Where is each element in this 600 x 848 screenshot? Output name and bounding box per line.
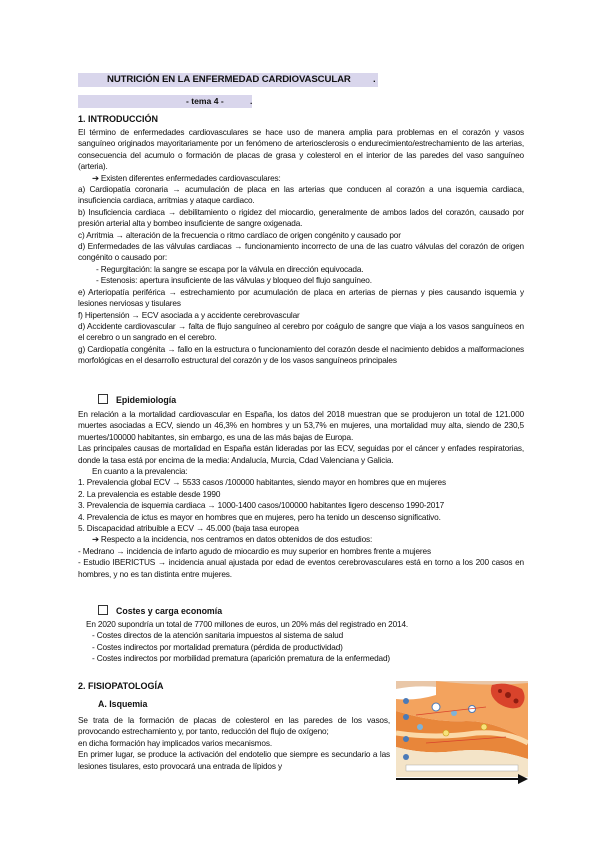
studies-lead: ➔ Respecto a la incidencia, nos centramos en datos obtenidos de dos estudios: — [92, 535, 373, 545]
page-title: NUTRICIÓN EN LA ENFERMEDAD CARDIOVASCULAR — [107, 74, 351, 85]
study-iberictus: - Estudio IBERICTUS → incidencia anual ajustada por edad de eventos cerebrovasculares está en torno a los 200 casos en hombres, y no es tan distinta entre mujeres. — [78, 558, 524, 579]
epi-paragraph-1: En relación a la mortalidad cardiovascular en España, los datos del 2018 muestran que se produjeron un total de 121.000 muertes asociadas a ECV, siendo un 46,3% en hombres y un 53,7% en mujeres, una mortalidad muy alta, siendo de 230,5 muertes/100000 habitantes, sin embargo, es una de las más bajas de Europa. — [78, 410, 524, 442]
costes-section — [86, 619, 532, 665]
costes-title: Costes y carga economía — [116, 606, 223, 616]
type-d: d) Enfermedades de las válvulas cardiacas → funcionamiento incorrecto de una de las cuatro válvulas del corazón de origen congénito o causado por: — [78, 242, 524, 263]
type-d-1: - Regurgitación: la sangre se escapa por la válvula en dirección equivocada. — [96, 264, 364, 274]
prevalence-2: 2. La prevalencia es estable desde 1990 — [78, 489, 221, 499]
study-medrano: - Medrano → incidencia de infarto agudo de miocardio es muy superior en hombres frente a mujeres — [78, 546, 431, 556]
prevalence-5: 5. Discapacidad atribuible a ECV → 45.000 (baja tasa europea — [78, 524, 299, 534]
type-f: f) Hipertensión → ECV asociada a y accidente cerebrovascular — [78, 310, 300, 320]
isquemia-text — [78, 715, 390, 772]
type-b: b) Insuficiencia cardiaca → debilitamiento o rigidez del miocardio, generalmente de ambos lados del corazón, causado por presión arterial alta y bombeo insuficiente de sangre oxigenada. — [78, 207, 524, 229]
subtitle-dot: . — [250, 96, 253, 106]
subtitle-highlight — [78, 95, 252, 108]
costes-heading — [98, 605, 222, 616]
types-lead: ➔ Existen diferentes enfermedades cardiovasculares: — [92, 173, 281, 183]
checkbox-icon — [98, 605, 108, 615]
intro-paragraph: El término de enfermedades cardiovasculares se hace uso de manera amplia para problemas en el corazón y vasos sanguíneo originados mayoritariamente por un fenómeno de arteriosclerosis o endurecimiento/estrechamiento de las arterias, consecuencia del acumulo o formación de placas de grasa y colesterol en el interior de las paredes del vaso sanguíneo (arteria). — [78, 128, 524, 172]
type-dd: d) Accidente cardiovascular → falta de flujo sanguíneo al cerebro por coágulo de sangre que viaja a los vasos sanguíneos en el cerebro o un sangrado en el cerebro. — [78, 321, 524, 343]
type-e: e) Arteriopatía periférica → estrechamiento por acumulación de placa en arterias de piernas y pies causando isquemia y lesiones nerviosas y tisulares — [78, 287, 524, 309]
epi-paragraph-2: Las principales causas de mortalidad en España están lideradas por las ECV, seguidas por el cáncer y enfades respiratorias, donde la tasa está por encima de la media: Andalucía, Murcia, Cdad Valenciana y Galicia. — [78, 444, 524, 465]
coste-1: - Costes directos de la atención sanitaria impuestos al sistema de salud — [92, 631, 344, 641]
type-c: c) Arritmia → alteración de la frecuencia o ritmo cardíaco de origen congénito y causado por — [78, 230, 401, 240]
atherosclerosis-illustration — [396, 681, 528, 789]
prevalence-3: 3. Prevalencia de isquemia cardiaca → 1000-1400 casos/100000 habitantes ligero descenso 1990-2017 — [78, 501, 445, 511]
page-subtitle: - tema 4 - — [186, 96, 224, 106]
isquemia-paragraph-3: En primer lugar, se produce la activación del endotelio que siempre es secundario a las lesiones tisulares, esto provocará una entrada de lípidos y — [78, 750, 390, 771]
intro-section — [78, 127, 524, 367]
title-dot: . — [373, 74, 376, 85]
type-d-2: - Estenosis: apertura insuficiente de las válvulas y bloqueo del flujo sanguíneo. — [96, 276, 372, 286]
epidemiologia-title: Epidemiología — [116, 395, 177, 405]
type-a: a) Cardiopatía coronaria → acumulación de placa en las arterias que conducen al corazón a una isquemia cardiaca, insuficiencia cardiaca, arritmias y ataque cardiaco. — [78, 185, 524, 206]
isquemia-paragraph-1: Se trata de la formación de placas de colesterol en las paredes de los vasos, provocando estrechamiento y, por tanto, reducción del flujo de oxígeno; — [78, 716, 390, 737]
costes-intro: En 2020 supondría un total de 7700 millones de euros, un 20% más del registrado en 2014. — [86, 620, 409, 629]
section-heading-introduccion: 1. INTRODUCCIÓN — [78, 114, 159, 124]
prevalence-lead: En cuanto a la prevalencia: — [92, 467, 188, 477]
checkbox-icon — [98, 394, 108, 404]
epidemiologia-section — [78, 409, 524, 580]
subsection-heading-isquemia: A. Isquemia — [98, 699, 148, 709]
coste-3: - Costes indirectos por morbilidad prematura (aparición prematura de la enfermedad) — [92, 654, 390, 664]
epidemiologia-heading — [98, 394, 176, 405]
type-g: g) Cardiopatía congénita → fallo en la estructura o funcionamiento del corazón desde el nacimiento debidos a malformaciones morfológicas en el desarrollo estructural del corazón y de los vasos sanguíneos principales — [78, 344, 524, 366]
prevalence-4: 4. Prevalencia de ictus es mayor en hombres que en mujeres, pero ha tenido un descenso significativo. — [78, 512, 441, 522]
prevalence-1: 1. Prevalencia global ECV → 5533 casos /100000 habitantes, siendo mayor en hombres que en mujeres — [78, 478, 446, 488]
coste-2: - Costes indirectos por mortalidad prematura (pérdida de productividad) — [92, 642, 343, 652]
section-heading-fisiopatologia: 2. FISIOPATOLOGÍA — [78, 681, 164, 691]
isquemia-paragraph-2: en dicha formación hay implicados varios mecanismos. — [78, 738, 272, 748]
